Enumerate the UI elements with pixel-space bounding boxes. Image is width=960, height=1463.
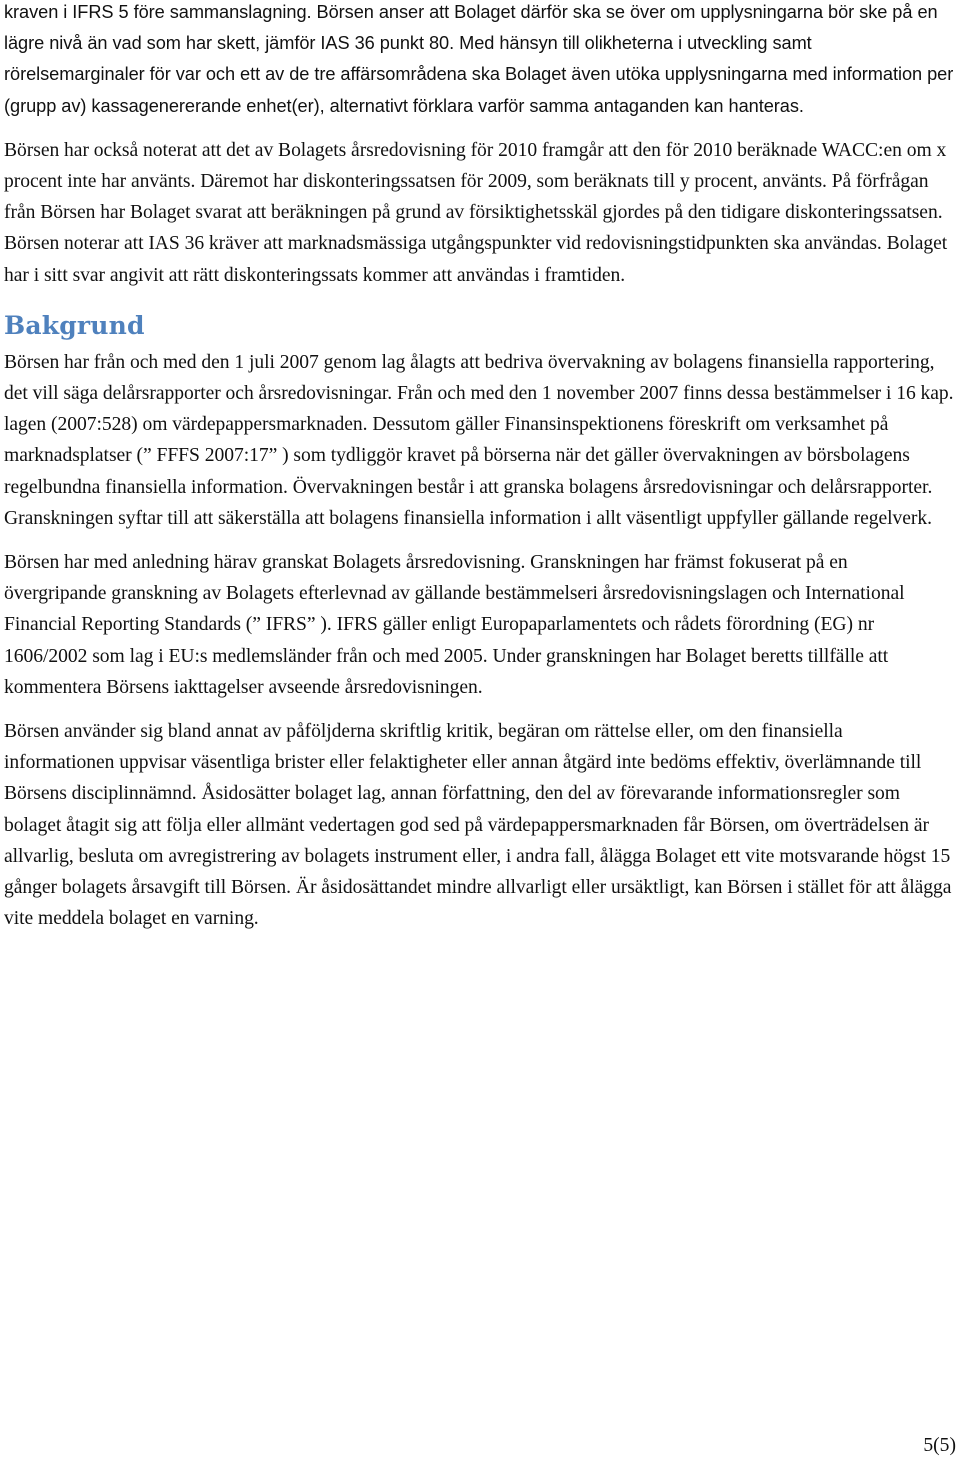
background-paragraph-3: Börsen använder sig bland annat av påföljderna skriftlig kritik, begäran om rättelse eller, om den finansiella informationen uppvisar väsentliga brister eller felaktigheter eller annan åtgärd inte bedöms effektiv, överlämnande till Börsens disciplinnämnd. Åsidosätter bolaget lag, annan författning, den del av förevarande informationsregler som bolaget åtagit sig att följa eller allmänt vedertagen god sed på värdepappersmarknaden får Börsen, om överträdelsen är allvarlig, besluta om avregistrering av bolagets instrument eller, i andra fall, ålägga Bolaget ett vite motsvarande högst 15 gånger bolagets årsavgift till Börsen. Är åsidosättandet mindre allvarligt eller ursäktligt, kan Börsen i stället för att ålägga vite meddela bolaget en varning. xyxy=(4,721,952,930)
document-page xyxy=(4,0,954,934)
background-paragraph-2: Börsen har med anledning härav granskat Bolagets årsredovisning. Granskningen har främst fokuserat på en övergripande granskning av Bolagets efterlevnad av gällande bestämmelseri årsredovisningslagen och International Financial Reporting Standards (” IFRS” ). IFRS gäller enligt Europaparlamentets och rådets förordning (EG) nr 1606/2002 som lag i EU:s medlemsländer från och med 2005. Under granskningen har Bolaget beretts tillfälle att kommentera Börsens iakttagelser avseende årsredovisningen. xyxy=(4,552,905,698)
page-number: 5(5) xyxy=(923,1435,956,1456)
section-heading-bakgrund: Bakgrund xyxy=(4,310,145,340)
background-paragraph-1: Börsen har från och med den 1 juli 2007 genom lag ålagts att bedriva övervakning av bolagens finansiella rapportering, det vill säga delårsrapporter och årsredovisningar. Från och med den 1 november 2007 finns dessa bestämmelser i 16 kap. lagen (2007:528) om värdepappersmarknaden. Dessutom gäller Finansinspektionens föreskrift om verksamhet på marknadsplatser (” FFFS 2007:17” ) som tydliggör kravet på börserna när det gäller övervakningen av börsbolagens regelbundna finansiella information. Övervakningen består i att granska bolagens årsredovisningar och delårsrapporter. Granskningen syftar till att säkerställa att bolagens finansiella information i allt väsentligt uppfyller gällande regelverk. xyxy=(4,351,954,529)
wacc-paragraph: Börsen har också noterat att det av Bolagets årsredovisning för 2010 framgår att den för 2010 beräknade WACC:en om x procent inte har använts. Däremot har diskonteringssatsen för 2009, som beräknats till y procent, använts. På förfrågan från Börsen har Bolaget svarat att beräkningen på grund av försiktighetsskäl gjordes på den tidigare diskonteringssatsen. Börsen noterar att IAS 36 kräver att marknadsmässiga utgångspunkter vid redovisningstidpunkten ska användas. Bolaget har i sitt svar angivit att rätt diskonteringssats kommer att användas i framtiden. xyxy=(4,139,948,286)
continuation-paragraph: kraven i IFRS 5 före sammanslagning. Börsen anser att Bolaget därför ska se över om upplysningarna bör ske på en lägre nivå än vad som har skett, jämför IAS 36 punkt 80. Med hänsyn till olikheterna i utveckling samt rörelsemarginaler för var och ett av de tre affärsområdena ska Bolaget även utöka upplysningarna med information per (grupp av) kassagenererande enhet(er), alternativt förklara varför samma antaganden kan hanteras. xyxy=(4,2,954,116)
